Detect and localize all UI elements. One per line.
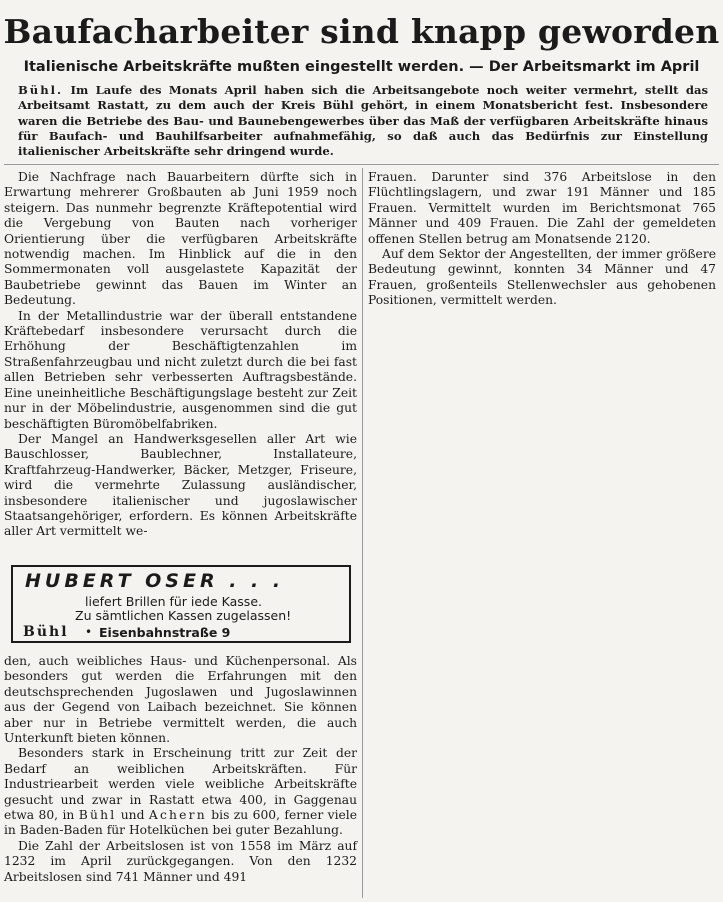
subheadline: Italienische Arbeitskräfte mußten eingestellt werden. — Der Arbeitsmarkt im April <box>23 59 700 75</box>
town-buehl: Bühl <box>78 808 117 823</box>
column-divider <box>362 168 363 898</box>
ad-street: Eisenbahnstraße 9 <box>99 625 231 640</box>
text-segment: Besonders stark in Erscheinung tritt zur Zeit der Bedarf an weiblichen Arbeitskräften. Für Industriearbeit werden viele weibliche Arbeitskräfte gesucht und zwar in Rastatt etwa 400, in Gaggenau etwa 80, in <box>4 746 357 823</box>
column-left-top <box>4 170 357 540</box>
text-segment: bis zu 600, ferner viele in Baden-Baden für Hotelküchen bei guter Bezahlung. <box>4 808 357 838</box>
column-left-bottom <box>4 654 357 885</box>
paragraph-handwerksgesellen: Der Mangel an Handwerksgesellen aller Art wie Bauschlosser, Baublechner, Installateure, Kraftfahrzeug-Handwerker, Bäcker, Metzger, Friseure, wird die vermehrte Zulassung ausländischer, insbesondere italienischer und jugoslawischer Staatsangehöriger, erfordern. Es können Arbeitskräfte aller Art vermittelt we- <box>4 431 357 539</box>
town-achern: Achern <box>148 808 207 823</box>
lead-paragraph <box>18 83 708 159</box>
paragraph-fluechtlingslager: Frauen. Darunter sind 376 Arbeitslose in den Flüchtlingslagern, und zwar 191 Männer und 185 Frauen. Vermittelt wurden im Berichtsmonat 765 Männer und 409 Frauen. Die Zahl der gemeldeten offenen Stellen betrug am Monatsende 2120. <box>368 170 716 246</box>
ad-bullet: • <box>85 625 93 639</box>
column-right <box>368 170 716 309</box>
paragraph-personal: den, auch weibliches Haus- und Küchenpersonal. Als besonders gut werden die Erfahrungen mit den deutschsprechenden Jugoslawen und Jugoslawinnen aus der Gegend von Laibach bezeichnet. Sie können aber nur in Betriebe vermittelt werden, die auch Unterkunft bieten können. <box>4 654 357 746</box>
ad-line-1: liefert Brillen für iede Kasse. <box>85 594 262 609</box>
paragraph-metallindustrie: In der Metallindustrie war der überall entstandene Kräftebedarf insbesondere verursacht durch die Erhöhung der Beschäftigtenzahlen im Straßenfahrzeugbau und nicht zuletzt durch die bei fast allen Betrieben sehr verbesserten Auftragsbestände. Eine uneinheitliche Beschäftigungslage besteht zur Zeit nur in der Möbelindustrie, ausgenommen sind die gut beschäftigten Büromöbelfabriken. <box>4 308 357 431</box>
section-divider <box>4 164 719 165</box>
ad-name: HUBERT OSER . . . <box>25 570 285 592</box>
ad-town: Bühl <box>23 624 69 640</box>
paragraph-angestellte: Auf dem Sektor der Angestellten, der immer größere Bedeutung gewinnt, konnten 34 Männer und 47 Frauen, großenteils Stellenwechsler aus gehobenen Positionen, vermittelt werden. <box>368 247 716 308</box>
paragraph-bauarbeiter: Die Nachfrage nach Bauarbeitern dürfte sich in Erwartung mehrerer Großbauten ab Juni 1959 noch steigern. Das nunmehr begrenzte Kräftepotential wird die Vergebung von Bauten nach vorheriger Orientierung über die verfügbaren Arbeitskräfte notwendig machen. Im Hinblick auf die in den Sommermonaten voll ausgelastete Kapazität der Baubetriebe gewinnt das Bauen im Winter an Bedeutung. <box>4 170 357 308</box>
paragraph-weibliche-arbeitskraefte <box>4 746 357 838</box>
lead-place: Bühl. <box>18 83 64 97</box>
advertisement-box <box>11 565 351 643</box>
ad-line-2: Zu sämtlichen Kassen zugelassen! <box>75 608 292 623</box>
lead-text: Im Laufe des Monats April haben sich die Arbeitsangebote noch weiter vermehrt, stellt das Arbeitsamt Rastatt, zu dem auch der Kreis Bühl gehört, in einem Monatsbericht fest. Insbesondere waren die Betriebe des Bau- und Baunebengewerbes über das Maß der verfügbaren Arbeitskräfte hinaus für Baufach- und Bauhilfsarbeiter aufnahmefähig, so daß auch das Bedürfnis zur Einstellung italienischer Arbeitskräfte sehr dringend wurde. <box>18 83 708 159</box>
headline: Baufacharbeiter sind knapp geworden <box>3 12 720 51</box>
text-segment: und <box>116 808 149 823</box>
paragraph-arbeitslose: Die Zahl der Arbeitslosen ist von 1558 im März auf 1232 im April zurückgegangen. Von den 1232 Arbeitslosen sind 741 Männer und 491 <box>4 838 357 884</box>
